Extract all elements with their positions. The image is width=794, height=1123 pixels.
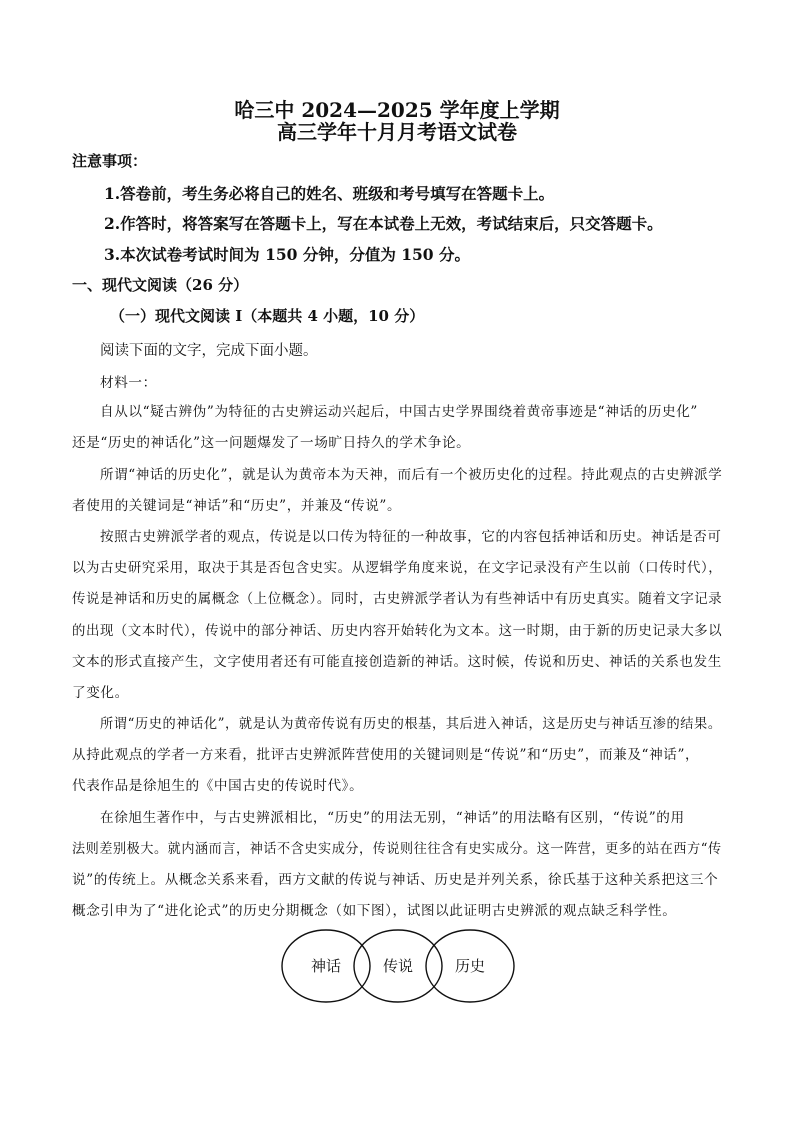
notice-heading: 注意事项：: [72, 152, 148, 170]
passage-line: 概念引申为了“进化论式”的历史分期概念（如下图），试图以此证明古史辨派的观点缺乏科学性。: [72, 903, 677, 919]
notice-item-1: 1.答卷前，考生务必将自己的姓名、班级和考号填写在答题卡上。: [104, 184, 555, 203]
passage-line: 传说是神话和历史的属概念（上位概念）。同时，古史辨派学者认为有些神话中有历史真实。随着文字记录: [72, 591, 723, 607]
passage-line: 还是“历史的神话化”这一问题爆发了一场旷日持久的学术争论。: [72, 435, 471, 451]
passage-line: 了变化。: [72, 685, 129, 701]
legend-label: 传说: [382, 957, 414, 975]
material-label: 材料一：: [100, 375, 157, 391]
myth-label: 神话: [310, 957, 342, 975]
notice-item-2: 2.作答时，将答案写在答题卡上，写在本试卷上无效，考试结束后，只交答题卡。: [104, 214, 663, 233]
passage-line: 按照古史辨派学者的观点，传说是以口传为特征的一种故事，它的内容包括神话和历史。神话是否可: [100, 529, 722, 545]
history-label: 历史: [454, 957, 486, 975]
passage-line: 从持此观点的学者一方来看，批评古史辨派阵营使用的关键词则是“传说”和“历史”，而兼及“神话”，: [72, 747, 700, 763]
reading-instruction: 阅读下面的文字，完成下面小题。: [100, 343, 318, 359]
exam-title-line2: 高三学年十月月考语文试卷: [277, 120, 517, 144]
passage-line: 代表作品是徐旭生的《中国古史的传说时代》。: [72, 778, 364, 794]
exam-title-line1: 哈三中 2024—2025 学年度上学期: [234, 98, 560, 122]
passage-line: 以为古史研究采用，取决于其是否包含史实。从逻辑学角度来说，在文字记录没有产生以前（口传时代），: [72, 560, 723, 576]
passage-line: 在徐旭生著作中，与古史辨派相比，“历史”的用法无别，“神话”的用法略有区别，“传说”的用: [100, 810, 685, 826]
passage-line: 说”的传统上。从概念关系来看，西方文献的传说与神话、历史是并列关系，徐氏基于这种关系把这三个: [72, 872, 719, 888]
passage-line: 所谓“历史的神话化”，就是认为黄帝传说有历史的根基，其后进入神话，这是历史与神话互渗的结果。: [100, 716, 722, 732]
concept-venn-diagram: [280, 926, 516, 1006]
passage-line: 法则差别极大。就内涵而言，神话不含史实成分，传说则往往含有史实成分。这一阵营，更多的站在西方“传: [72, 841, 722, 857]
passage-line: 所谓“神话的历史化”，就是认为黄帝本为天神，而后有一个被历史化的过程。持此观点的古史辨派学: [100, 467, 723, 483]
passage-line: 的出现（文本时代），传说中的部分神话、历史内容开始转化为文本。这一时期，由于新的历史记录大多以: [72, 623, 723, 639]
passage-line: 自从以“疑古辨伪”为特征的古史辨运动兴起后，中国古史学界围绕着黄帝事迹是“神话的历史化”: [100, 404, 698, 420]
notice-item-3: 3.本次试卷考试时间为 150 分钟，分值为 150 分。: [104, 245, 470, 264]
passage-line: 文本的形式直接产生，文字使用者还有可能直接创造新的神话。这时候，传说和历史、神话的关系也发生: [72, 654, 722, 670]
passage-line: 者使用的关键词是“神话”和“历史”，并兼及“传说”。: [72, 498, 402, 514]
subsection-heading: （一）现代文阅读 I（本题共 4 小题，10 分）: [110, 307, 425, 325]
section-heading: 一、现代文阅读（26 分）: [72, 276, 249, 294]
